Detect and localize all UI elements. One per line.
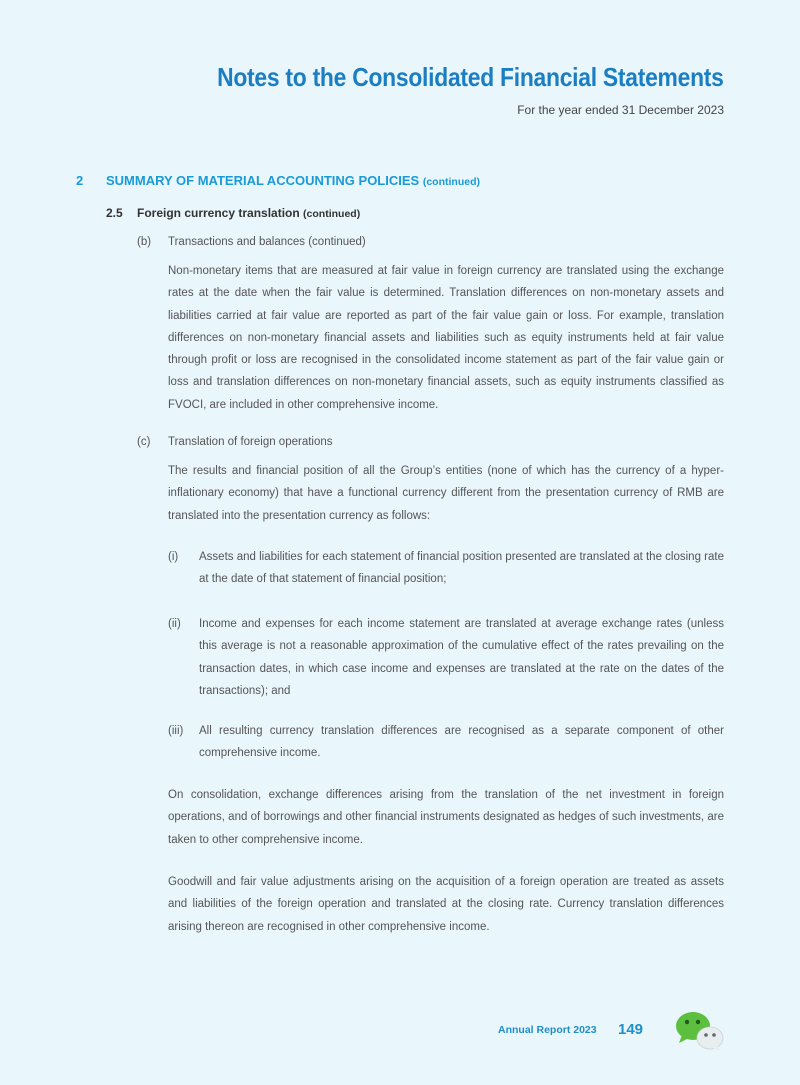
item-c-title: Translation of foreign operations: [168, 436, 333, 448]
subitem-ii-label: (ii): [168, 618, 181, 630]
subitem-ii-text: Income and expenses for each income statement are translated at average exchange rates (unless this average is not a reasonable approximation of the cumulative effect of the rates prevailing on the transaction dates, in which case income and expenses are translated at the rate on the dates of the transactions); and: [199, 618, 724, 697]
item-b-title: Transactions and balances (continued): [168, 236, 366, 248]
goodwill-paragraph: Goodwill and fair value adjustments arising on the acquisition of a foreign operation are treated as assets and liabilities of the foreign operation and translated at the closing rate. Currency translation differences arising thereon are recognised in other comprehensive income.: [168, 876, 724, 933]
item-c-label: (c): [137, 436, 151, 448]
section-number: 2: [76, 173, 84, 188]
item-b-label: (b): [137, 236, 152, 248]
subitem-iii-label: (iii): [168, 725, 184, 737]
section-title: SUMMARY OF MATERIAL ACCOUNTING POLICIES: [106, 173, 420, 188]
item-c-intro: The results and financial position of all the Group’s entities (none of which has the currency of a hyper-inflationary economy) that have a functional currency different from the presentation currency of RMB are translated into the presentation currency as follows:: [168, 465, 724, 522]
subsection-continued: (continued): [303, 208, 361, 220]
subitem-i-label: (i): [168, 551, 179, 563]
footer-page-number: 149: [618, 1021, 644, 1038]
item-b-paragraph: Non-monetary items that are measured at fair value in foreign currency are translated using the exchange rates at the date when the fair value is determined. Translation differences on non-monetary assets and liabilities carried at fair value are reported as part of the fair value gain or loss. For example, translation differences on non-monetary financial assets and liabilities such as equity instruments held at fair value through profit or loss are recognised in the consolidated income statement as part of the fair value gain or loss and translation differences on non-monetary financial assets, such as equity instruments classified as FVOCI, are included in other comprehensive income.: [168, 265, 724, 411]
subitem-i-text: Assets and liabilities for each statement of financial position presented are translated at the closing rate at the date of that statement of financial position;: [199, 551, 724, 586]
section-continued: (continued): [422, 176, 480, 188]
wechat-logo-icon: [674, 1010, 726, 1052]
consolidation-paragraph: On consolidation, exchange differences arising from the translation of the net investment in foreign operations, and of borrowings and other financial instruments designated as hedges of such investments, are taken to other comprehensive income.: [168, 789, 724, 846]
page-title: Notes to the Consolidated Financial Statements: [217, 62, 724, 92]
section-heading: [76, 173, 726, 188]
subsection-number: 2.5: [106, 206, 123, 220]
subsection-title: Foreign currency translation: [137, 206, 300, 220]
footer-report-label: Annual Report 2023: [498, 1024, 597, 1036]
page-subtitle: For the year ended 31 December 2023: [517, 103, 724, 117]
subsection-heading: [106, 206, 360, 220]
subitem-iii-text: All resulting currency translation differences are recognised as a separate component of other comprehensive income.: [199, 725, 724, 760]
